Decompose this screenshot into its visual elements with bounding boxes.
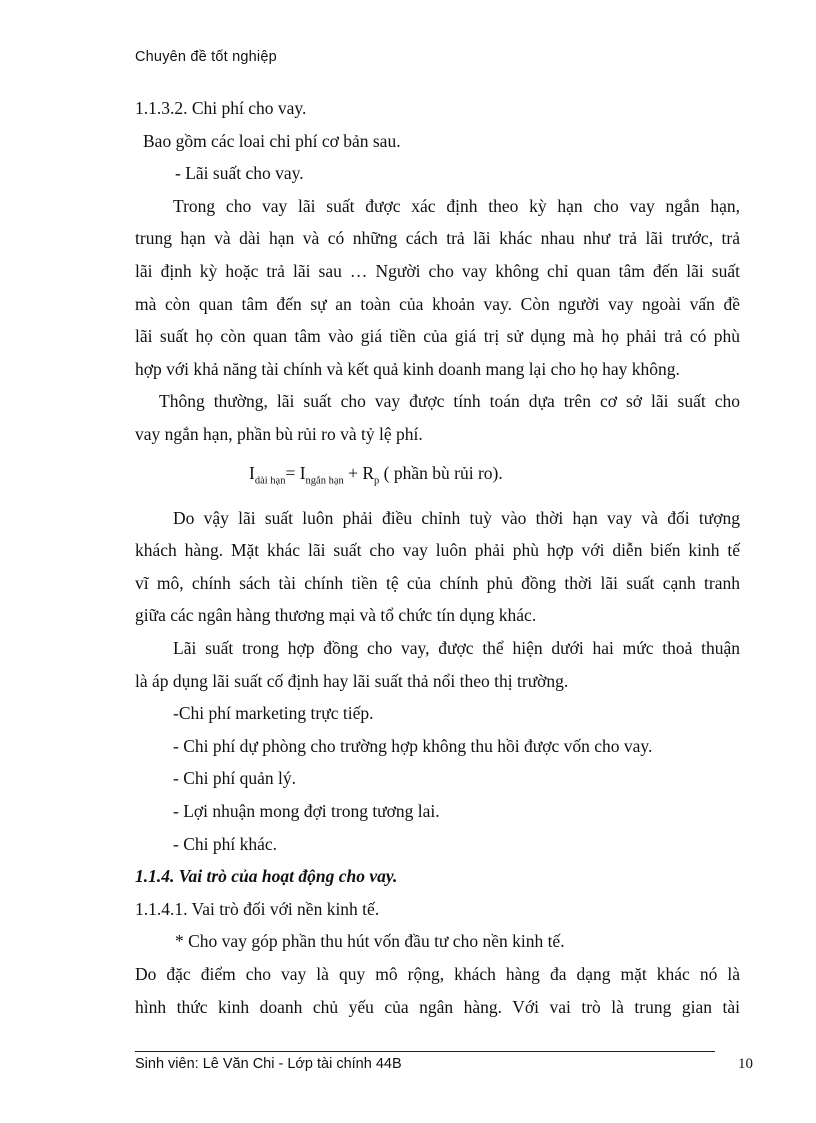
running-header: Chuyên đề tốt nghiệp bbox=[135, 49, 277, 65]
paragraph-line: lãi suất họ còn quan tâm vào giá tiền của giá trị sử dụng mà họ phải trả có phù bbox=[135, 326, 740, 347]
paragraph-line: Lãi suất trong hợp đồng cho vay, được thể hiện dưới hai mức thoả thuận bbox=[173, 638, 740, 658]
paragraph-line: Do đặc điểm cho vay là quy mô rộng, khách hàng đa dạng mặt khác nó là bbox=[135, 963, 740, 984]
section-heading-1-1-3-2: 1.1.3.2. Chi phí cho vay. bbox=[135, 98, 307, 118]
section-heading-1-1-4-1: 1.1.4.1. Vai trò đối với nền kinh tế. bbox=[135, 898, 380, 919]
list-item: - Chi phí khác. bbox=[173, 833, 278, 854]
star-item: * Cho vay góp phần thu hút vốn đầu tư cho nền kinh tế. bbox=[175, 931, 565, 952]
list-item: - Chi phí quản lý. bbox=[173, 768, 296, 789]
paragraph-interest-terms bbox=[135, 190, 740, 386]
section-heading-1-1-4: 1.1.4. Vai trò của hoạt động cho vay. bbox=[135, 866, 398, 887]
page-number: 10 bbox=[738, 1056, 753, 1072]
list-item: -Chi phí marketing trực tiếp. bbox=[173, 703, 374, 724]
paragraph-line: Trong cho vay lãi suất được xác định theo kỳ hạn cho vay ngắn hạn, bbox=[173, 195, 740, 216]
page-body bbox=[135, 92, 740, 1023]
paragraph-line: hình thức kinh doanh chủ yếu của ngân hàng. Với vai trò là trung gian tài bbox=[135, 996, 740, 1017]
paragraph-line: trung hạn và dài hạn và có những cách trả lãi khác nhau như trả lãi trước, trả bbox=[135, 228, 740, 249]
paragraph-line: vĩ mô, chính sách tài chính tiền tệ của chính phủ đồng thời lãi suất cạnh tranh bbox=[135, 572, 740, 593]
list-item: - Chi phí dự phòng cho trường hợp không thu hồi được vốn cho vay. bbox=[173, 735, 653, 756]
paragraph-line: vay ngắn hạn, phần bù rủi ro và tỷ lệ phí. bbox=[135, 423, 423, 444]
paragraph-line: khách hàng. Mặt khác lãi suất cho vay luôn phải phù hợp với diễn biến kinh tế bbox=[135, 540, 740, 561]
paragraph-line: Thông thường, lãi suất cho vay được tính toán dựa trên cơ sở lãi suất cho bbox=[159, 391, 740, 412]
interest-formula: $I_{dài hạn}= I_{ngắn hạn} + R_p$ ( phần bù rủi ro). bbox=[249, 462, 503, 487]
paragraph-line: là áp dụng lãi suất cố định hay lãi suất thả nổi theo thị trường. bbox=[135, 670, 569, 691]
bullet-interest-rate: - Lãi suất cho vay. bbox=[175, 163, 304, 184]
paragraph-line: giữa các ngân hàng thương mại và tổ chức tín dụng khác. bbox=[135, 605, 537, 626]
footer-author: Sinh viên: Lê Văn Chi - Lớp tài chính 44B bbox=[135, 1056, 402, 1072]
list-item: - Lợi nhuận mong đợi trong tương lai. bbox=[173, 800, 440, 821]
paragraph-line: hợp với khả năng tài chính và kết quả kinh doanh mang lại cho họ hay không. bbox=[135, 358, 680, 379]
paragraph-line: Do vậy lãi suất luôn phải điều chỉnh tuỳ vào thời hạn vay và đối tượng bbox=[173, 507, 740, 528]
paragraph-lending-role bbox=[135, 958, 740, 1023]
paragraph-usual-rate bbox=[135, 385, 740, 450]
footer-divider bbox=[135, 1051, 715, 1052]
intro-text: Bao gồm các loai chi phí cơ bản sau. bbox=[143, 130, 401, 151]
cost-bullet-list bbox=[135, 697, 740, 860]
paragraph-rate-adjustment bbox=[135, 502, 740, 632]
paragraph-contract-rate bbox=[135, 632, 740, 697]
paragraph-line: lãi định kỳ hoặc trả lãi sau … Người cho vay không chỉ quan tâm đến lãi suất bbox=[135, 260, 740, 281]
paragraph-line: mà còn quan tâm đến sự an toàn của khoản vay. Còn người vay ngoài vấn đề bbox=[135, 293, 740, 314]
